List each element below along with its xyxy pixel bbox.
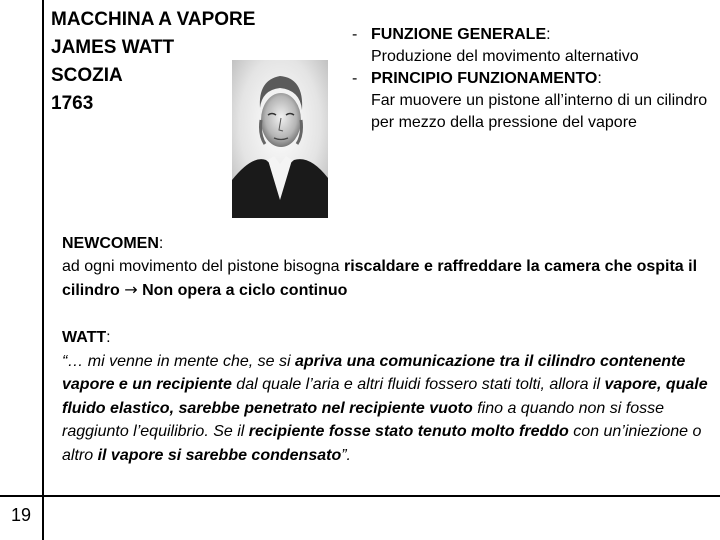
- watt-quote-part: “… mi venne in mente che, se si: [62, 352, 295, 370]
- colon: :: [106, 329, 111, 346]
- title-line-country: SCOZIA: [51, 65, 123, 86]
- watt-quote-bold: vapore, quale fluido elastico, sarebbe penetrato nel recipiente vuoto: [62, 376, 708, 417]
- colon: :: [597, 70, 602, 87]
- footer-divider-line: [0, 495, 720, 497]
- label-working-principle: PRINCIPIO FUNZIONAMENTO: [371, 70, 598, 87]
- watt-quote-bold: apriva una comunicazione tra il cilindro contenente vapore e un recipiente: [62, 352, 686, 393]
- arrow-right-icon: →: [124, 280, 138, 299]
- title-line-machine: MACCHINA A VAPORE: [51, 9, 256, 30]
- bullet-dash: -: [352, 26, 358, 43]
- list-item-general-function: [352, 24, 712, 68]
- newcomen-bold-not-continuous: Non opera a ciclo continuo: [137, 282, 348, 299]
- watt-paragraph: [62, 326, 714, 467]
- text-working-principle: Far muovere un pistone all’interno di un cilindro per mezzo della pressione del vapore: [371, 92, 708, 131]
- portrait-image: [232, 60, 328, 218]
- watt-quote-part: fino a quando non si fosse raggiunto l’equilibrio. Se il: [62, 399, 665, 440]
- newcomen-paragraph: [62, 232, 712, 302]
- page-number: 19: [10, 505, 32, 525]
- watt-quote-part: ”.: [341, 446, 351, 464]
- colon: :: [158, 235, 164, 252]
- title-line-name: JAMES WATT: [51, 37, 175, 58]
- watt-heading: WATT: [62, 329, 107, 346]
- feature-list: [352, 24, 712, 134]
- label-general-function: FUNZIONE GENERALE: [371, 26, 547, 43]
- newcomen-heading: NEWCOMEN: [62, 235, 159, 252]
- title-line-year: 1763: [51, 93, 94, 114]
- newcomen-bold-heat-cool: riscaldare e raffreddare la camera che ospita il cilindro: [62, 258, 698, 299]
- watt-quote-part: con un’iniezione o altro: [62, 423, 702, 464]
- left-margin-line: [42, 0, 44, 540]
- bullet-dash: -: [352, 70, 358, 87]
- colon: :: [546, 26, 551, 43]
- watt-quote-bold: recipiente fosse stato tenuto molto freddo: [248, 423, 569, 440]
- newcomen-text: ad ogni movimento del pistone bisogna: [62, 258, 344, 275]
- list-item-working-principle: [352, 68, 712, 134]
- watt-quote-part: dal quale l’aria e altri fluidi fossero stati tolti, allora il: [231, 376, 605, 393]
- watt-quote-bold: il vapore si sarebbe condensato: [97, 446, 342, 464]
- slide-title-block: [51, 6, 255, 118]
- text-general-function: Produzione del movimento alternativo: [371, 48, 639, 65]
